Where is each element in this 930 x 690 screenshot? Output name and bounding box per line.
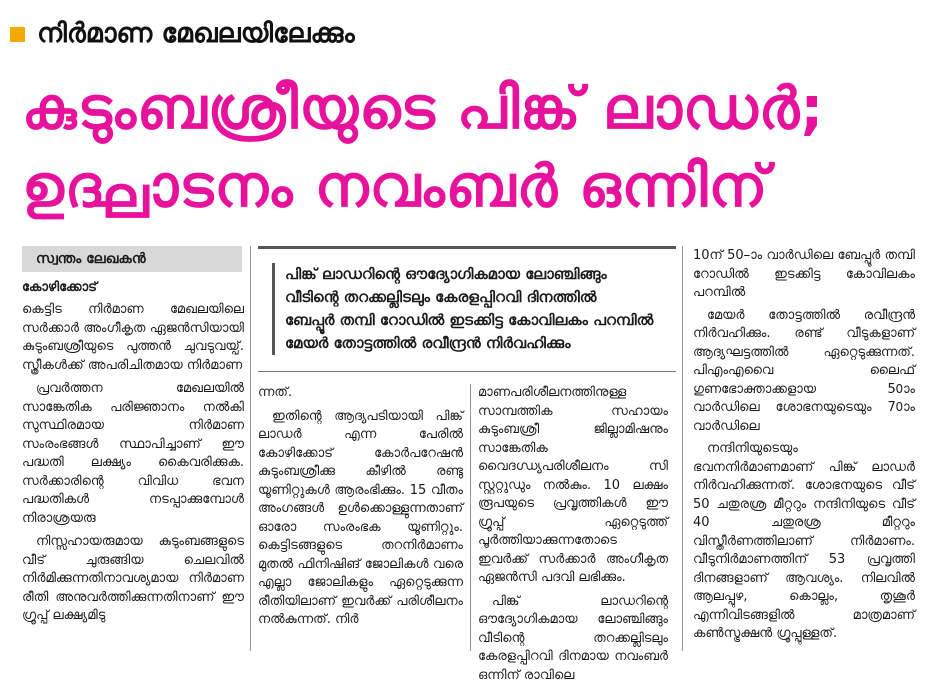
article-column-3 bbox=[478, 384, 668, 690]
article-column-2 bbox=[258, 384, 463, 635]
pull-quote-line: മേയർ തോട്ടത്തിൽ രവീന്ദ്രൻ നിർവഹിക്കും bbox=[272, 332, 662, 355]
paragraph: മാണപരിശീലനത്തിനുള്ള സാമ്പത്തിക സഹായം കുടുംബശ്രീ ജില്ലാമിഷനും സാങ്കേതിക വൈദഗ്ധ്യപരിശീലനം സി സ്റ്ററ്റുഡും നൽകും. 10 ലക്ഷം രൂപയുടെ പ്രവൃത്തികൾ ഈ ഗ്രൂപ്പ് ഏറ്റെടുത്ത് പൂർത്തിയാക്കുന്നതോടെ ഇവർക്ക് സർക്കാർ അംഗീകൃത ഏജൻസി പദവി ലഭിക്കും. bbox=[478, 385, 668, 585]
article-column-4 bbox=[693, 247, 915, 648]
paragraph: ഇതിന്റെ ആദ്യപടിയായി പിങ്ക് ലാഡർ എന്ന പേരിൽ കോഴിക്കോട് കോർപറേഷൻ കുടുംബശ്രീക്കു കീഴിൽ രണ്ടു യൂണിറ്റുകൾ ആരംഭിക്കും. 15 വീതം അംഗങ്ങൾ ഉൾക്കൊള്ളുന്നതാണ് ഓരോ സംരംഭക യൂണിറ്റും. കെട്ടിടങ്ങളുടെ തറനിർമാണം മുതൽ ഫിനിഷിങ് ജോലികൾ വരെ എല്ലാ ജോലികളും ഏറ്റെടുക്കുന്ന രീതിയിലാണ് ഇവർക്ക് പരിശീലനം നൽകുന്നത്. നിർ bbox=[258, 408, 463, 627]
byline-text: സ്വന്തം ലേഖകൻ bbox=[36, 251, 146, 267]
article-column-1 bbox=[22, 301, 244, 631]
paragraph: പിങ്ക് ലാഡറിന്റെ ഔദ്യോഗികമായ ലോഞ്ചിങ്ങും വീടിന്റെ തറക്കല്ലിടലും കേരളപ്പിറവി ദിനമായ നവംബർ ഒന്നിന് രാവിലെ bbox=[478, 593, 668, 683]
paragraph: മേയർ തോട്ടത്തിൽ രവീന്ദ്രൻ നിർവഹിക്കും. രണ്ട് വീടുകളാണ് ആദ്യഘട്ടത്തിൽ ഏറ്റെടുക്കുന്നത്. പിഎംഎവൈ ലൈഫ് ഗുണഭോക്താക്കളായ 50ാം വാർഡിലെ ശോഭനയുടെയും 70ാം വാർഡിലെ bbox=[693, 307, 915, 434]
headline-line-2: ഉദ്ഘാടനം നവംബർ ഒന്നിന് bbox=[22, 152, 769, 220]
kicker-square-icon bbox=[10, 27, 25, 42]
pull-quote-line: പിങ്ക് ലാഡറിന്റെ ഔദ്യോഗികമായ ലോഞ്ചിങ്ങും bbox=[272, 263, 662, 286]
pull-quote bbox=[258, 246, 676, 372]
byline bbox=[22, 246, 242, 272]
paragraph: 10ന് 50–ാം വാർഡിലെ ബേപ്പൂർ തമ്പി റോഡിൽ ഇടക്കിട്ട കോവിലകം പറമ്പിൽ bbox=[693, 248, 915, 300]
headline-line-1: കുടുംബശ്രീയുടെ പിങ്ക് ലാഡർ; bbox=[22, 74, 825, 142]
section-kicker bbox=[10, 14, 355, 54]
column-divider bbox=[470, 384, 471, 651]
paragraph: ന്നത്. bbox=[258, 385, 293, 400]
kicker-text: നിർമാണ മേഖലയിലേക്കും bbox=[37, 18, 355, 49]
pull-quote-line: വീടിന്റെ തറക്കല്ലിടലും കേരളപ്പിറവി ദിനത്തിൽ bbox=[272, 286, 662, 309]
dateline: കോഴിക്കോട് bbox=[22, 280, 97, 295]
paragraph: നന്ദിനിയുടെയും ഭവനനിർമാണമാണ് പിങ്ക് ലാഡർ നിർവഹിക്കുന്നത്. ശോഭനയുടെ വീട് 50 ചതുരശ്ര മീറ്ററും നന്ദിനിയുടെ വീട് 40 ചതുരശ്ര മീറ്ററും വിസ്തീർണത്തിലാണ് നിർമാണം. വീടുനിർമാണത്തിന് 53 പ്രവൃത്തി ദിനങ്ങളാണ് ആവശ്യം. നിലവിൽ ആലപ്പുഴ, കൊല്ലം, തൃശൂർ എന്നിവിടങ്ങളിൽ മാത്രമാണ് കൺസ്ട്രക്ഷൻ ഗ്രൂപ്പുള്ളത്. bbox=[693, 441, 915, 641]
paragraph: പ്രവർത്തന മേഖലയിൽ സാങ്കേതിക പരിജ്ഞാനം നൽകി സുസ്ഥിരമായ നിർമാണ സംരംഭങ്ങൾ സ്ഥാപിച്ചാണ് ഈ പദ്ധതി ലക്ഷ്യം കൈവരിക്കുക. സർക്കാരിന്റെ വിവിധ ഭവന പദ്ധതികൾ നടപ്പാക്കുമ്പോൾ നിരാശ്രയരു bbox=[22, 381, 244, 526]
column-divider bbox=[682, 246, 683, 651]
paragraph: കെട്ടിട നിർമാണ മേഖലയിലെ സർക്കാർ അംഗീകൃത ഏജൻസിയായി കുടുംബശ്രീയുടെ പുത്തൻ ചുവടുവയ്പ്. സ്ത്രീകൾക്ക് അപരിചിതമായ നിർമാണ bbox=[22, 302, 244, 373]
paragraph: നിസ്സഹായരുമായ കുടുംബങ്ങളുടെ വീട് ചുരുങ്ങിയ ചെലവിൽ നിർമിക്കുന്നതിനാവശ്യമായ നിർമാണ രീതി അനുവർത്തിക്കുന്നതിനാണ് ഈ ഗ്രൂപ്പ് ലക്ഷ്യമിടു bbox=[22, 534, 244, 623]
column-divider bbox=[250, 246, 251, 651]
pull-quote-line: ബേപ്പൂർ തമ്പി റോഡിൽ ഇടക്കിട്ട കോവിലകം പറമ്പിൽ bbox=[272, 309, 662, 332]
